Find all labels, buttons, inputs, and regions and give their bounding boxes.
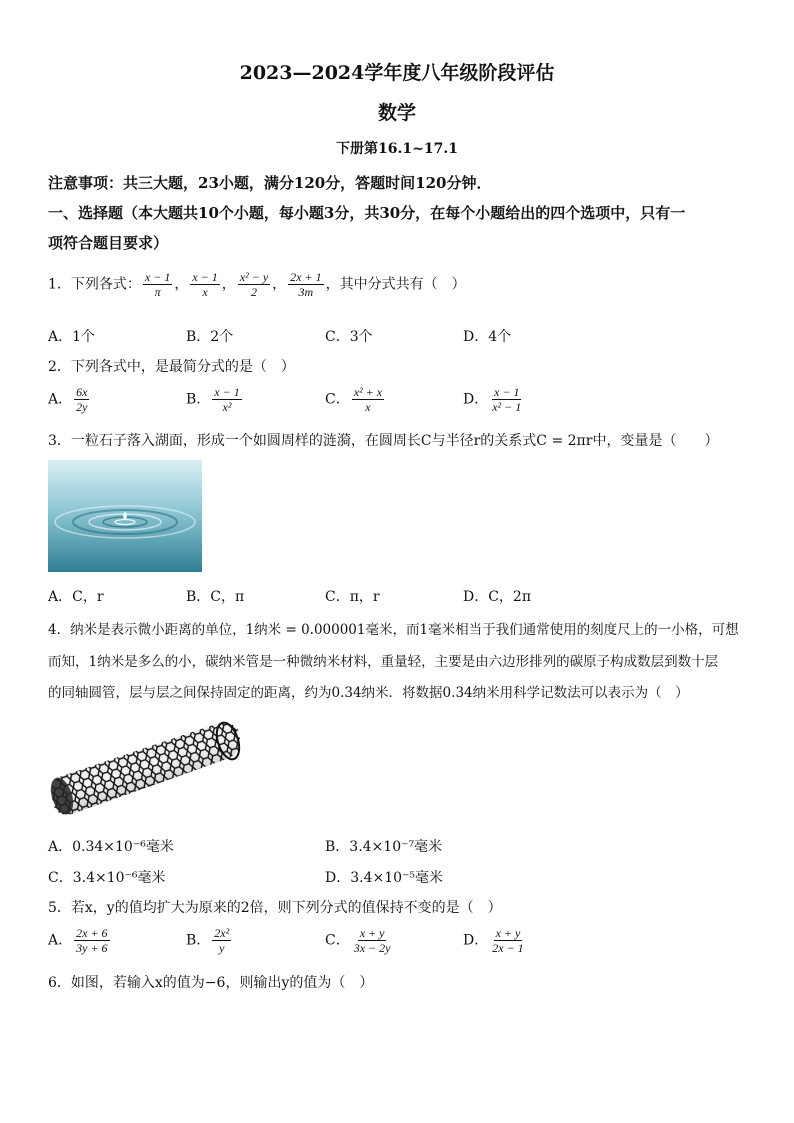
exam-title: 2023—2024学年度八年级阶段评估 (239, 62, 555, 84)
q4-option-d[interactable]: D．3.4×10⁻⁵毫米 (325, 870, 444, 886)
q5-option-d[interactable]: D． $\frac{x + y}{2x - 1}$ (463, 926, 524, 955)
section1-heading-line1: 一、选择题（本大题共10个小题，每小题3分，共30分，在每个小题给出的四个选项中，只有一 (48, 204, 686, 222)
q1-option-b[interactable]: B．2个 (186, 329, 234, 345)
notice: 注意事项：共三大题，23小题，满分120分，答题时间120分钟． (48, 174, 492, 192)
q1-prefix: 1．下列各式： (48, 276, 141, 293)
q3-option-d[interactable]: D．C，2π (463, 589, 532, 605)
question-1-stem: 1．下列各式： $\frac{x - 1}{\pi}$ ， $\frac{x - 1}{x}$ ， $\frac{\text{x² − y}}{2}$ ， $\frac{2x + 1}{3m}$ ，其中分式共有（ ） (48, 270, 466, 299)
carbon-nanotube-image (48, 710, 244, 822)
q1-option-c[interactable]: C．3个 (325, 329, 373, 345)
question-6-stem: 6．如图，若输入x的值为−6，则输出y的值为（ ） (48, 975, 374, 991)
q1-option-a[interactable]: A．1个 (48, 329, 96, 345)
subject-title: 数学 (377, 102, 416, 124)
question-3-stem: 3．一粒石子落入湖面，形成一个如圆周样的涟漪，在圆周长C与半径r的关系式C = 2πr中，变量是（ ） (48, 433, 719, 449)
q2-option-c[interactable]: C． $\frac{\text{x² + x}}{x}$ (325, 385, 383, 414)
q2-option-a[interactable]: A． $\frac{6x}{2y}$ (48, 385, 88, 414)
q1-suffix: ，其中分式共有（ ） (325, 276, 466, 293)
q1-frac-2: $\frac{x - 1}{x}$ (192, 270, 218, 299)
q5-option-b[interactable]: B． $\frac{\text{2x²}}{y}$ (186, 926, 230, 955)
q5-option-c[interactable]: C． $\frac{x + y}{3x - 2y}$ (325, 926, 391, 955)
q1-frac-4: $\frac{2x + 1}{3m}$ (290, 270, 322, 299)
scope-subtitle: 下册第16.1~17.1 (336, 141, 458, 157)
q4-option-c[interactable]: C．3.4×10⁻⁶毫米 (48, 870, 166, 886)
question-2-stem: 2．下列各式中，是最简分式的是（ ） (48, 359, 295, 375)
q1-frac-1: $\frac{x - 1}{\pi}$ (144, 270, 171, 299)
q2-option-d[interactable]: D． $\frac{x - 1}{\text{x² − 1}}$ (463, 385, 522, 414)
q4-option-a[interactable]: A．0.34×10⁻⁶毫米 (48, 839, 174, 855)
q3-option-c[interactable]: C．π，r (325, 589, 380, 605)
q1-option-d[interactable]: D．4个 (463, 329, 512, 345)
question-4-line3: 的同轴圆管，层与层之间保持固定的距离，约为0.34纳米．将数据0.34纳米用科学记数法可以表示为（ ） (48, 685, 689, 701)
q4-option-b[interactable]: B．3.4×10⁻⁷毫米 (325, 839, 443, 855)
question-5-stem: 5．若x，y的值均扩大为原来的2倍，则下列分式的值保持不变的是（ ） (48, 900, 502, 916)
q3-option-b[interactable]: B．C，π (186, 589, 245, 605)
q3-option-a[interactable]: A．C，r (48, 589, 104, 605)
q1-frac-3: $\frac{\text{x² − y}}{2}$ (239, 270, 269, 299)
q2-option-b[interactable]: B． $\frac{x - 1}{\text{x²}}$ (186, 385, 240, 414)
water-ripple-image (48, 460, 202, 572)
q5-option-a[interactable]: A． $\frac{2x + 6}{3y + 6}$ (48, 926, 108, 955)
section1-heading-line2: 项符合题目要求） (48, 234, 169, 252)
question-4-line2: 而知，1纳米是多么的小，碳纳米管是一种微纳米材料，重量轻，主要是由六边形排列的碳原子构成数层到数十层 (48, 654, 719, 670)
question-4-line1: 4．纳米是表示微小距离的单位，1纳米 = 0.000001毫米，而1毫米相当于我们通常使用的刻度尺上的一小格，可想 (48, 622, 739, 638)
